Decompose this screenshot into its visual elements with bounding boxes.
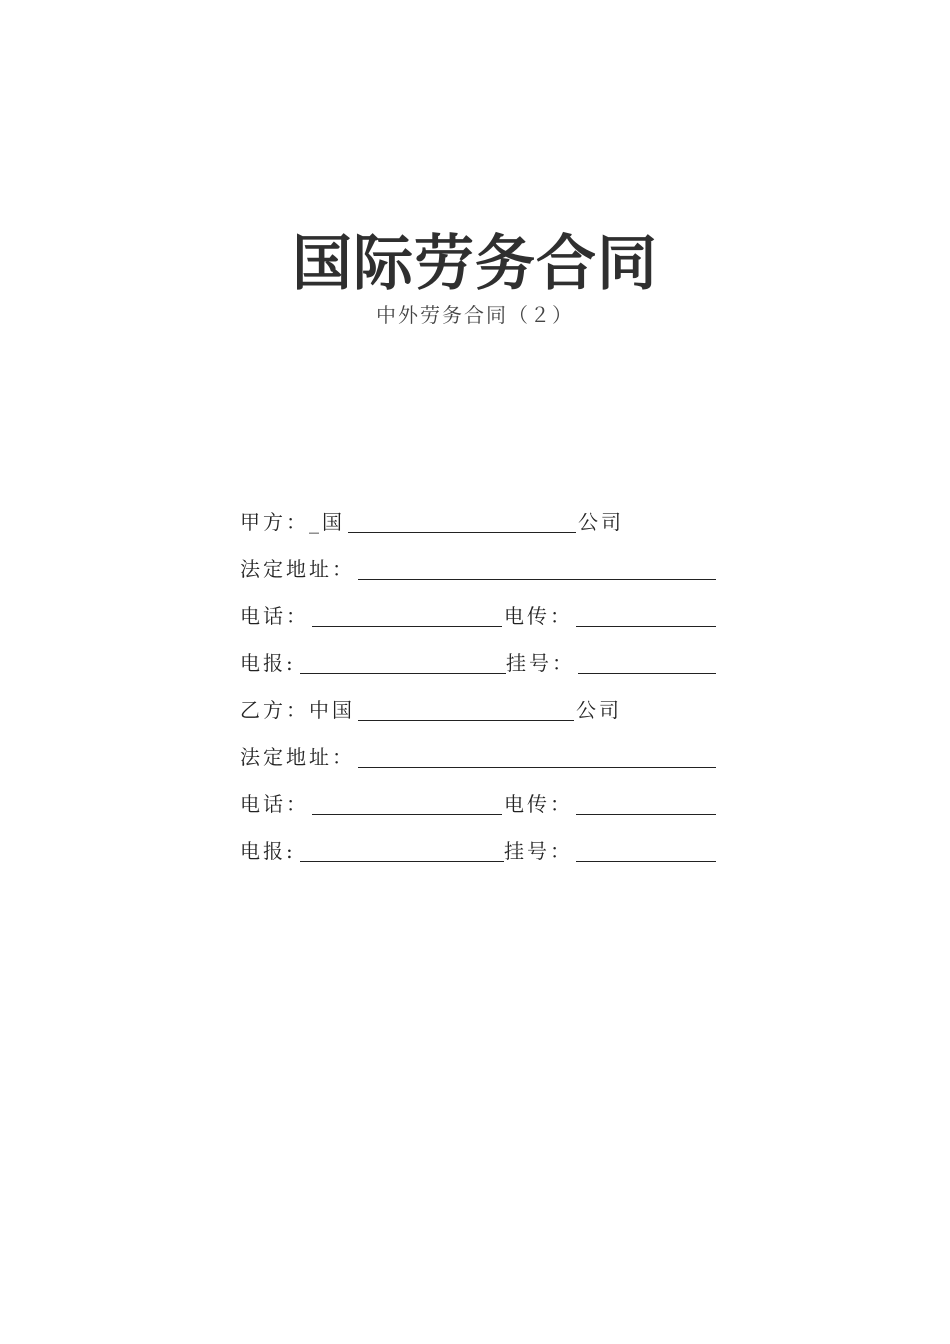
party-a-cable-label: 挂号： [506, 651, 575, 675]
party-a-fax-label: 电传： [504, 604, 573, 628]
party-a-telegram-row [240, 646, 720, 680]
party-a-address-row [240, 552, 720, 586]
party-a-cable-field[interactable] [578, 673, 716, 674]
party-a-phone-label: 电话： [240, 604, 309, 628]
party-a-address-field[interactable] [358, 579, 716, 580]
party-a-telegram-field[interactable] [300, 673, 506, 674]
party-a-phone-row [240, 599, 720, 633]
party-b-company-suffix: 公司 [576, 698, 622, 722]
party-b-cable-label: 挂号： [504, 839, 573, 863]
party-a-name-field[interactable] [348, 532, 576, 533]
document-title: 国际劳务合同 [292, 229, 658, 299]
party-b-fax-label: 电传： [504, 792, 573, 816]
party-a-phone-field[interactable] [312, 626, 502, 627]
party-a-telegram-label: 电报: [240, 651, 296, 675]
party-a-name-row [240, 505, 720, 539]
party-b-fax-field[interactable] [576, 814, 716, 815]
party-b-telegram-field[interactable] [300, 861, 504, 862]
party-a-label: 甲方：_国 [240, 510, 345, 534]
party-b-telegram-row [240, 834, 720, 868]
document-subtitle: 中外劳务合同（２） [376, 303, 574, 327]
party-a-address-label: 法定地址： [240, 557, 355, 581]
party-b-cable-field[interactable] [576, 861, 716, 862]
party-b-phone-row [240, 787, 720, 821]
party-b-address-label: 法定地址： [240, 745, 355, 769]
party-b-name-field[interactable] [358, 720, 574, 721]
party-b-address-field[interactable] [358, 767, 716, 768]
party-b-phone-field[interactable] [312, 814, 502, 815]
party-b-name-row [240, 693, 720, 727]
party-b-phone-label: 电话： [240, 792, 309, 816]
party-a-company-suffix: 公司 [578, 510, 624, 534]
party-b-label: 乙方：中国 [240, 698, 355, 722]
party-a-fax-field[interactable] [576, 626, 716, 627]
party-b-address-row [240, 740, 720, 774]
party-b-telegram-label: 电报: [240, 839, 296, 863]
